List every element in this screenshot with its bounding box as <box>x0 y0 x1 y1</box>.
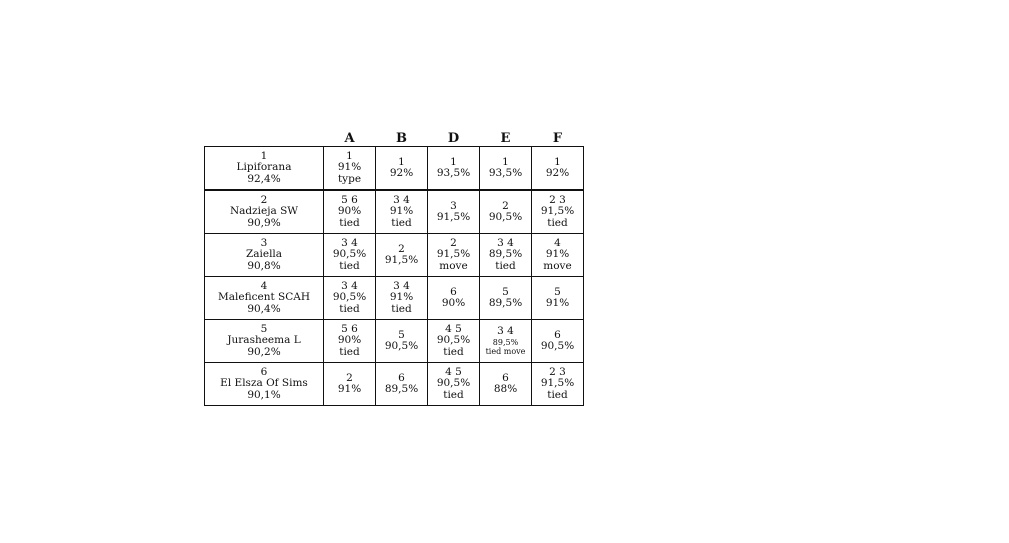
score-cell <box>376 234 428 277</box>
table-row <box>205 320 584 363</box>
score-cell <box>480 190 532 234</box>
table-row <box>205 147 584 191</box>
score-cell <box>428 277 480 320</box>
score-cell <box>532 320 584 363</box>
cell-rank: 4 <box>554 236 561 249</box>
score-cell <box>532 190 584 234</box>
cell-rank: 5 <box>398 328 405 341</box>
score-cell <box>532 277 584 320</box>
header-row <box>205 124 584 147</box>
score-cell <box>324 363 376 406</box>
dog-rank: 5 <box>260 322 268 335</box>
table-row <box>205 234 584 277</box>
table-row <box>205 277 584 320</box>
dog-cell <box>205 363 324 406</box>
cell-note: tied <box>391 216 412 229</box>
cell-rank: 1 <box>450 155 457 168</box>
score-cell <box>532 363 584 406</box>
cell-percent: 89,5% <box>488 297 523 309</box>
column-header: E <box>500 130 511 146</box>
dog-rank: 3 <box>260 236 268 249</box>
cell-note: tied <box>339 259 360 272</box>
cell-rank: 2 <box>346 371 353 384</box>
score-cell <box>480 277 532 320</box>
dog-rank: 1 <box>260 149 268 162</box>
score-cell <box>532 234 584 277</box>
cell-rank: 3 4 <box>393 279 410 292</box>
cell-note: tied <box>495 259 516 272</box>
cell-percent: 93,5% <box>488 167 523 179</box>
cell-rank: 3 4 <box>497 325 514 338</box>
dog-name: El Elsza Of Sims <box>220 377 308 390</box>
dog-average: 92,4% <box>247 172 281 185</box>
dog-name: Maleficent SCAH <box>218 291 310 304</box>
cell-rank: 6 <box>502 371 509 384</box>
cell-rank: 1 <box>398 155 405 168</box>
cell-percent: 91,5% <box>436 248 471 261</box>
cell-percent: 90,5% <box>332 248 367 261</box>
cell-percent: 92% <box>545 167 570 179</box>
cell-rank: 1 <box>554 155 561 168</box>
cell-percent: 91% <box>337 161 362 174</box>
cell-percent: 90,5% <box>540 340 575 352</box>
dog-average: 90,9% <box>247 216 281 229</box>
score-cell <box>480 320 532 363</box>
cell-percent: 90% <box>337 205 362 218</box>
dog-name: Lipiforana <box>236 161 292 174</box>
cell-rank: 5 <box>502 285 509 298</box>
score-cell <box>376 277 428 320</box>
dog-average: 90,8% <box>247 259 281 272</box>
cell-percent: 91% <box>389 205 414 218</box>
cell-percent: 91,5% <box>540 377 575 390</box>
cell-rank: 4 5 <box>445 365 462 378</box>
score-cell <box>428 234 480 277</box>
cell-note: tied <box>547 216 568 229</box>
cell-rank: 3 4 <box>341 279 358 292</box>
dog-name: Zaiella <box>245 248 283 261</box>
cell-percent: 91% <box>545 248 570 261</box>
cell-rank: 6 <box>398 371 405 384</box>
cell-percent: 89,5% <box>384 383 419 395</box>
score-cell <box>324 190 376 234</box>
score-cell <box>428 320 480 363</box>
cell-note: tied <box>443 388 464 401</box>
cell-percent: 91,5% <box>540 205 575 218</box>
cell-rank: 2 <box>398 242 405 255</box>
table-row <box>205 363 584 406</box>
cell-rank: 5 6 <box>341 322 358 335</box>
score-cell <box>428 363 480 406</box>
score-cell <box>324 320 376 363</box>
cell-percent: 90,5% <box>384 340 419 352</box>
cell-rank: 6 <box>450 285 457 298</box>
dog-name: Jurasheema L <box>227 334 301 347</box>
cell-percent: 91% <box>545 297 570 309</box>
dog-cell <box>205 234 324 277</box>
cell-percent: 91% <box>389 291 414 304</box>
cell-rank: 5 <box>554 285 561 298</box>
cell-percent: 90,5% <box>332 291 367 304</box>
score-cell <box>324 234 376 277</box>
column-header: B <box>396 130 407 146</box>
cell-rank: 3 <box>450 199 457 212</box>
score-cell <box>324 147 376 191</box>
score-cell <box>532 147 584 191</box>
cell-rank: 2 3 <box>549 193 566 206</box>
cell-rank: 4 5 <box>445 322 462 335</box>
cell-rank: 1 <box>346 149 353 162</box>
cell-rank: 3 4 <box>393 193 410 206</box>
score-cell <box>376 363 428 406</box>
column-header: F <box>552 130 563 146</box>
score-cell <box>376 320 428 363</box>
table-body <box>205 147 584 406</box>
dog-cell <box>205 190 324 234</box>
score-cell <box>376 190 428 234</box>
cell-percent: 90% <box>441 297 466 309</box>
dog-average: 90,2% <box>247 345 281 358</box>
score-cell <box>428 147 480 191</box>
cell-rank: 3 4 <box>497 236 514 249</box>
dog-cell <box>205 320 324 363</box>
header-corner <box>205 124 324 147</box>
cell-note: tied move <box>485 346 526 356</box>
cell-rank: 2 <box>502 199 509 212</box>
dog-average: 90,4% <box>247 302 281 315</box>
cell-percent: 92% <box>389 167 414 179</box>
cell-note: move <box>543 259 572 272</box>
cell-note: move <box>439 259 468 272</box>
score-cell <box>480 147 532 191</box>
cell-rank: 3 4 <box>341 236 358 249</box>
dog-cell <box>205 147 324 191</box>
column-header: D <box>447 130 460 146</box>
cell-note: tied <box>339 345 360 358</box>
score-cell <box>376 147 428 191</box>
cell-note: type <box>337 172 362 185</box>
cell-percent: 91,5% <box>384 254 419 266</box>
cell-percent: 89,5% <box>488 248 523 261</box>
cell-rank: 6 <box>554 328 561 341</box>
dog-average: 90,1% <box>247 388 281 401</box>
score-cell <box>428 190 480 234</box>
cell-note: tied <box>391 302 412 315</box>
cell-percent: 89,5% <box>492 337 519 347</box>
table-row <box>205 190 584 234</box>
cell-rank: 1 <box>502 155 509 168</box>
cell-note: tied <box>339 216 360 229</box>
cell-percent: 90,5% <box>436 334 471 347</box>
cell-rank: 2 3 <box>549 365 566 378</box>
dog-rank: 4 <box>260 279 268 292</box>
dog-name: Nadzieja SW <box>229 205 299 218</box>
cell-percent: 88% <box>493 383 518 395</box>
dog-rank: 2 <box>260 193 268 206</box>
dog-cell <box>205 277 324 320</box>
results-table <box>204 124 584 406</box>
cell-note: tied <box>443 345 464 358</box>
score-cell <box>324 277 376 320</box>
score-cell <box>480 234 532 277</box>
cell-percent: 90% <box>337 334 362 347</box>
cell-note: tied <box>547 388 568 401</box>
cell-note: tied <box>339 302 360 315</box>
cell-percent: 93,5% <box>436 167 471 179</box>
cell-percent: 90,5% <box>436 377 471 390</box>
cell-percent: 90,5% <box>488 211 523 223</box>
score-cell <box>480 363 532 406</box>
cell-rank: 5 6 <box>341 193 358 206</box>
column-header: A <box>344 130 355 146</box>
cell-percent: 91,5% <box>436 211 471 223</box>
cell-percent: 91% <box>337 383 362 395</box>
dog-rank: 6 <box>260 365 268 378</box>
cell-rank: 2 <box>450 236 457 249</box>
